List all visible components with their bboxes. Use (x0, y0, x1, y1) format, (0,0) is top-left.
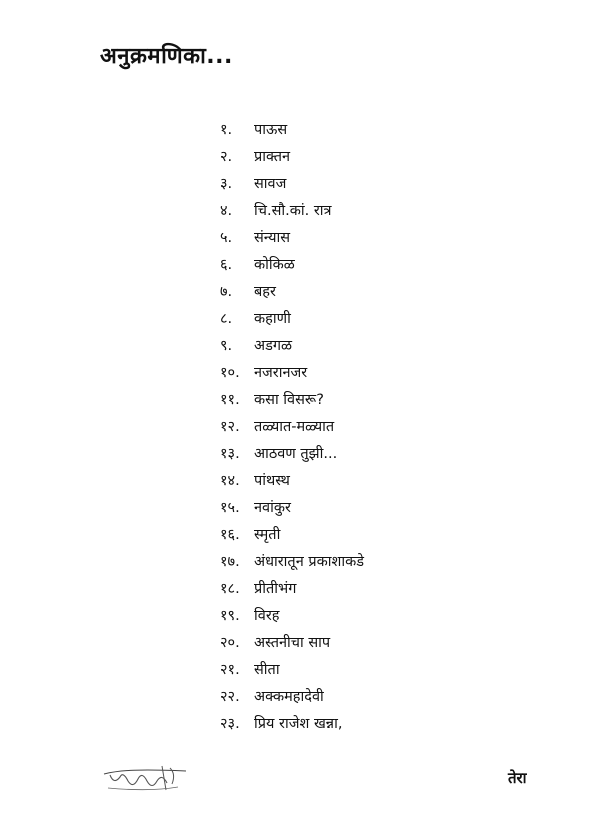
toc-item-number: २२. (220, 689, 240, 705)
toc-item-number: ११. (220, 392, 240, 408)
toc-item (220, 144, 364, 171)
toc-item (220, 495, 364, 522)
toc-item-title: आठवण तुझी... (254, 446, 338, 462)
toc-item-title: प्रीतीभंग (254, 581, 297, 597)
toc-item-number: ६. (220, 257, 233, 273)
toc-item (220, 468, 364, 495)
toc-item-number: २१. (220, 662, 240, 678)
toc-item-title: विरह (254, 608, 280, 624)
toc-item-title: अडगळ (254, 338, 293, 354)
page-title: अनुक्रमणिका... (100, 44, 233, 69)
toc-item-title: प्राक्तन (254, 149, 291, 165)
toc-item-title: अंधारातून प्रकाशाकडे (254, 554, 365, 570)
toc-item-number: १५. (220, 500, 240, 516)
toc-item (220, 360, 364, 387)
toc-item-title: कसा विसरू? (254, 392, 324, 408)
toc-item-number: १. (220, 122, 233, 138)
toc-item-number: ५. (220, 230, 233, 246)
toc-item-title: बहर (254, 284, 276, 300)
toc-item-number: ८. (220, 311, 233, 327)
toc-item-number: १३. (220, 446, 240, 462)
toc-item-title: पांथस्थ (254, 473, 290, 489)
toc-item-number: २०. (220, 635, 240, 651)
toc-item-title: सीता (254, 662, 280, 678)
toc-item (220, 684, 364, 711)
toc-item-title: कहाणी (254, 311, 291, 327)
toc-item (220, 711, 364, 738)
toc-item-title: चि.सौ.कां. रात्र (254, 203, 332, 219)
toc-item (220, 333, 364, 360)
toc-item-title: स्मृती (254, 527, 281, 543)
toc-item-title: पाऊस (254, 122, 288, 138)
toc-item-title: अक्कमहादेवी (254, 689, 324, 705)
toc-item (220, 414, 364, 441)
toc-item (220, 387, 364, 414)
toc-item-title: कोकिळ (254, 257, 295, 273)
toc-item-number: ३. (220, 176, 233, 192)
toc-item-title: संन्यास (254, 230, 291, 246)
toc-item-number: १६. (220, 527, 240, 543)
toc-item-title: नवांकुर (254, 500, 291, 516)
toc-item (220, 441, 364, 468)
toc-item (220, 549, 364, 576)
toc-item-number: १०. (220, 365, 240, 381)
toc-item (220, 117, 364, 144)
toc-item (220, 171, 364, 198)
toc-item-number: ९. (220, 338, 233, 354)
toc-item (220, 279, 364, 306)
toc-item (220, 576, 364, 603)
toc-item-title: प्रिय राजेश खन्ना, (254, 716, 343, 732)
toc-item (220, 522, 364, 549)
toc-item-number: २. (220, 149, 233, 165)
toc-item (220, 198, 364, 225)
toc-item-title: अस्तनीचा साप (254, 635, 331, 651)
toc-item-number: १८. (220, 581, 240, 597)
toc-item-number: ७. (220, 284, 233, 300)
toc-item-number: ४. (220, 203, 233, 219)
toc-item-number: १२. (220, 419, 240, 435)
page-number: तेरा (508, 769, 527, 787)
publisher-logo (100, 760, 190, 794)
toc-item-number: १७. (220, 554, 240, 570)
toc-item (220, 630, 364, 657)
toc-item-number: २३. (220, 716, 240, 732)
toc-item-title: तळ्यात-मळ्यात (254, 419, 335, 435)
toc-item (220, 603, 364, 630)
table-of-contents (220, 117, 364, 738)
toc-item-title: सावज (254, 176, 287, 192)
toc-item (220, 225, 364, 252)
toc-item (220, 252, 364, 279)
toc-item-number: १९. (220, 608, 240, 624)
toc-item-title: नजरानजर (254, 365, 308, 381)
toc-item-number: १४. (220, 473, 240, 489)
toc-item (220, 306, 364, 333)
toc-item (220, 657, 364, 684)
